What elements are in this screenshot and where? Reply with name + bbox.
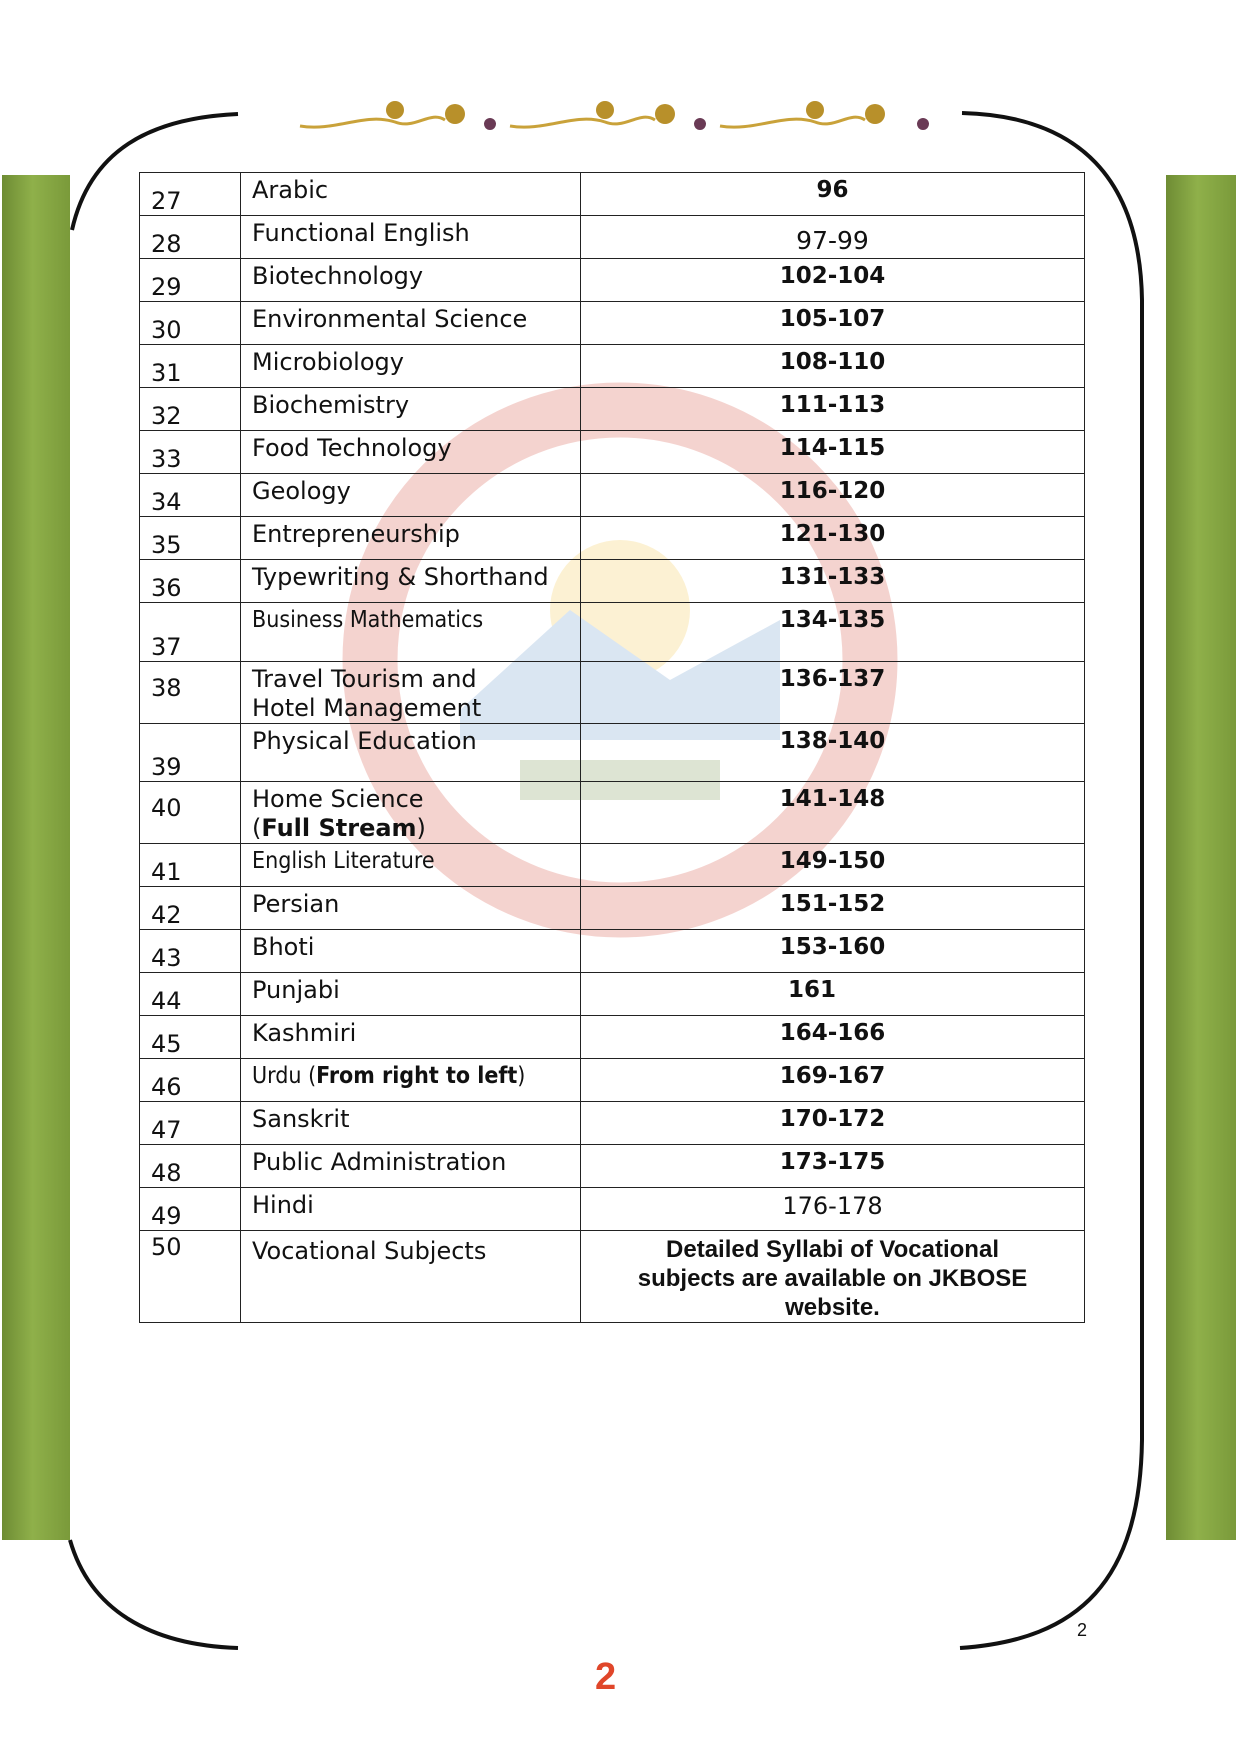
table-row <box>140 388 1085 431</box>
table-row <box>140 345 1085 388</box>
subject-line-2: Hotel Management <box>252 694 482 722</box>
page-range: 173-175 <box>581 1145 1085 1188</box>
page-range: 149-150 <box>581 844 1085 887</box>
subject-name: Physical Education <box>241 724 581 782</box>
table-row <box>140 603 1085 662</box>
page-number-large: 2 <box>595 1656 617 1698</box>
subject-name <box>241 1059 581 1102</box>
page-range: 96 <box>581 173 1085 216</box>
subject-name: Public Administration <box>241 1145 581 1188</box>
page-range: 97-99 <box>581 216 1085 259</box>
page-range: 108-110 <box>581 345 1085 388</box>
subject-bold-note: From right to left <box>316 1063 518 1089</box>
row-number: 28 <box>140 216 241 259</box>
page-range: 138-140 <box>581 724 1085 782</box>
subject-name: Functional English <box>241 216 581 259</box>
page-range: 153-160 <box>581 930 1085 973</box>
row-number: 41 <box>140 844 241 887</box>
subject-name <box>241 782 581 844</box>
subject-name: Punjabi <box>241 973 581 1016</box>
table-row <box>140 782 1085 844</box>
table-row <box>140 662 1085 724</box>
subject-close-paren: ) <box>416 814 426 842</box>
row-number: 48 <box>140 1145 241 1188</box>
row-number: 30 <box>140 302 241 345</box>
table-row <box>140 724 1085 782</box>
table-row <box>140 173 1085 216</box>
row-number: 29 <box>140 259 241 302</box>
row-number: 37 <box>140 603 241 662</box>
row-number: 46 <box>140 1059 241 1102</box>
table-row <box>140 302 1085 345</box>
table-row <box>140 1059 1085 1102</box>
row-number: 35 <box>140 517 241 560</box>
table-row <box>140 431 1085 474</box>
subject-name: English Literature <box>241 844 581 887</box>
decorative-scroll-ornament <box>295 92 935 142</box>
subject-line-1: Home Science <box>252 785 424 813</box>
page-range-note: Detailed Syllabi of Vocational subjects are available on JKBOSE website. <box>581 1231 1085 1323</box>
row-number: 27 <box>140 173 241 216</box>
subject-prefix: Urdu ( <box>252 1063 317 1089</box>
row-number: 32 <box>140 388 241 431</box>
table-row <box>140 973 1085 1016</box>
table-row <box>140 844 1085 887</box>
subject-name: Bhoti <box>241 930 581 973</box>
row-number: 33 <box>140 431 241 474</box>
page-range: 116-120 <box>581 474 1085 517</box>
page-number-small: 2 <box>1077 1620 1088 1640</box>
table-row <box>140 930 1085 973</box>
row-number: 40 <box>140 782 241 844</box>
subject-name: Persian <box>241 887 581 930</box>
table-row <box>140 1231 1085 1323</box>
subject-name: Hindi <box>241 1188 581 1231</box>
table-row <box>140 560 1085 603</box>
table-row <box>140 1016 1085 1059</box>
row-number: 36 <box>140 560 241 603</box>
row-number: 45 <box>140 1016 241 1059</box>
page-range: 151-152 <box>581 887 1085 930</box>
page-range: 161 <box>581 973 1085 1016</box>
page-range: 114-115 <box>581 431 1085 474</box>
page-range: 134-135 <box>581 603 1085 662</box>
subject-name: Arabic <box>241 173 581 216</box>
row-number: 50 <box>140 1231 241 1323</box>
subject-name: Vocational Subjects <box>241 1231 581 1323</box>
subject-name: Sanskrit <box>241 1102 581 1145</box>
page-range: 170-172 <box>581 1102 1085 1145</box>
page-range: 111-113 <box>581 388 1085 431</box>
subject-name: Geology <box>241 474 581 517</box>
subject-name: Environmental Science <box>241 302 581 345</box>
row-number: 31 <box>140 345 241 388</box>
page-range: 169-167 <box>581 1059 1085 1102</box>
table-row <box>140 517 1085 560</box>
row-number: 43 <box>140 930 241 973</box>
table-row <box>140 1188 1085 1231</box>
page-range: 121-130 <box>581 517 1085 560</box>
row-number: 44 <box>140 973 241 1016</box>
page-range: 131-133 <box>581 560 1085 603</box>
page-range: 176-178 <box>581 1188 1085 1231</box>
page-range: 164-166 <box>581 1016 1085 1059</box>
page-range: 141-148 <box>581 782 1085 844</box>
subject-name: Entrepreneurship <box>241 517 581 560</box>
subject-name: Biochemistry <box>241 388 581 431</box>
subject-name: Kashmiri <box>241 1016 581 1059</box>
row-number: 38 <box>140 662 241 724</box>
row-number: 42 <box>140 887 241 930</box>
table-row <box>140 259 1085 302</box>
page-range: 105-107 <box>581 302 1085 345</box>
subject-line-1: Travel Tourism and <box>252 665 477 693</box>
subject-bold-note: Full Stream <box>261 814 417 842</box>
table-row <box>140 1102 1085 1145</box>
table-row <box>140 216 1085 259</box>
subject-name: Microbiology <box>241 345 581 388</box>
subject-close-paren: ) <box>517 1063 526 1089</box>
subject-name: Typewriting & Shorthand <box>241 560 581 603</box>
table-row <box>140 1145 1085 1188</box>
subject-open-paren: ( <box>252 814 262 842</box>
subject-name: Biotechnology <box>241 259 581 302</box>
page-range: 102-104 <box>581 259 1085 302</box>
subjects-table <box>139 172 1085 1323</box>
table-row <box>140 474 1085 517</box>
subject-name <box>241 662 581 724</box>
row-number: 34 <box>140 474 241 517</box>
subject-name: Food Technology <box>241 431 581 474</box>
row-number: 49 <box>140 1188 241 1231</box>
subject-name: Business Mathematics <box>241 603 581 662</box>
row-number: 39 <box>140 724 241 782</box>
row-number: 47 <box>140 1102 241 1145</box>
page-range: 136-137 <box>581 662 1085 724</box>
table-row <box>140 887 1085 930</box>
